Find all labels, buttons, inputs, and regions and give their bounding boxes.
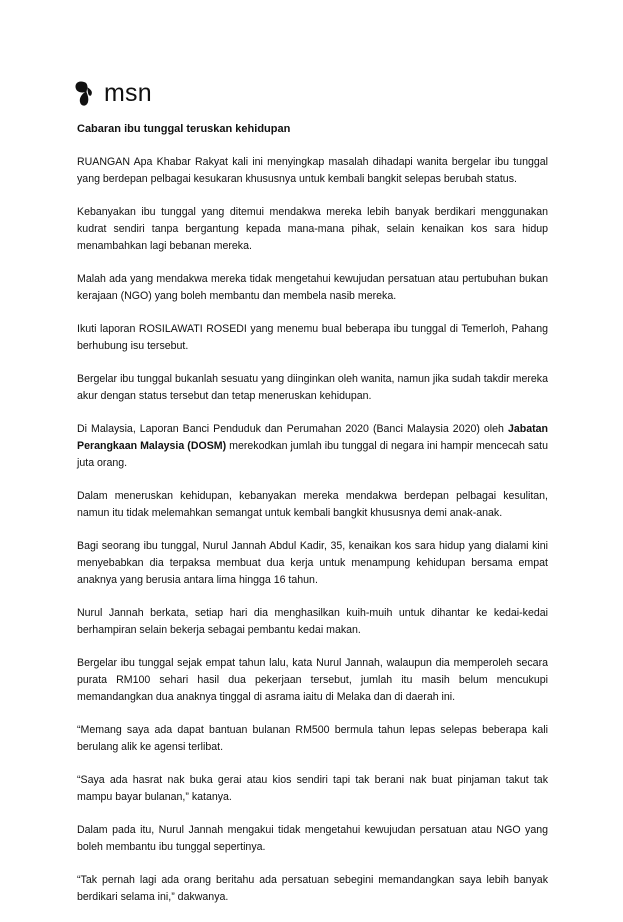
brand-name: msn <box>104 78 152 107</box>
paragraph-6-text-start: Di Malaysia, Laporan Banci Penduduk dan Perumahan 2020 (Banci Malaysia 2020) oleh <box>77 422 508 435</box>
paragraph-3: Malah ada yang mendakwa mereka tidak mengetahui kewujudan persatuan atau pertubuhan bukan kerajaan (NGO) yang boleh membantu dan membela nasib mereka. <box>77 273 548 303</box>
paragraph-5: Bergelar ibu tunggal bukanlah sesuatu yang diinginkan oleh wanita, namun jika sudah takdir mereka akur dengan status tersebut dan tetap meneruskan kehidupan. <box>77 372 548 403</box>
paragraph-2: Kebanyakan ibu tunggal yang ditemui mendakwa mereka lebih banyak berdikari menggunakan kudrat sendiri tanpa bergantung kepada mana-mana pihak, selain kenaikan kos sara hidup menambahkan lagi bebanan mereka. <box>77 205 548 253</box>
paragraph-9: Nurul Jannah berkata, setiap hari dia menghasilkan kuih-muih untuk dihantar ke kedai-kedai berhampiran selain bekerja sebagai pembantu kedai makan. <box>77 606 548 637</box>
paragraph-13: Dalam pada itu, Nurul Jannah mengakui tidak mengetahui kewujudan persatuan atau NGO yang boleh membantu ibu tunggal sepertinya. <box>77 823 548 853</box>
paragraph-11: “Memang saya ada dapat bantuan bulanan RM500 bermula tahun lepas selepas beberapa kali berulang alik ke agensi terlibat. <box>77 723 548 754</box>
paragraph-8: Bagi seorang ibu tunggal, Nurul Jannah Abdul Kadir, 35, kenaikan kos sara hidup yang dialami kini menyebabkan dia terpaksa membuat dua kerja untuk menampung kehidupan bersama empat anaknya yang berusia antara lima hingga 16 tahun. <box>77 539 548 587</box>
paragraph-6-text-end: merekodkan jumlah ibu tunggal di negara ini hampir mencecah satu juta orang. <box>77 439 548 470</box>
paragraph-7: Dalam meneruskan kehidupan, kebanyakan mereka mendakwa berdepan pelbagai kesulitan, namun itu tidak melemahkan semangat untuk kembali bangkit khususnya demi anak-anak. <box>77 489 548 520</box>
msn-logo[interactable] <box>74 78 152 108</box>
paragraph-4: Ikuti laporan ROSILAWATI ROSEDI yang menemu bual beberapa ibu tunggal di Temerloh, Pahang berhubung isu tersebut. <box>77 322 548 353</box>
paragraph-14: “Tak pernah lagi ada orang beritahu ada persatuan sebegini memandangkan saya lebih banyak berdikari selama ini,” dakwanya. <box>77 873 548 903</box>
paragraph-12: “Saya ada hasrat nak buka gerai atau kios sendiri tapi tak berani nak buat pinjaman takut tak mampu bayar bulanan,” katanya. <box>77 773 548 803</box>
dosm-link[interactable]: Jabatan Perangkaan Malaysia (DOSM) <box>77 422 548 452</box>
article-title: Cabaran ibu tunggal teruskan kehidupan <box>77 123 291 135</box>
paragraph-10: Bergelar ibu tunggal sejak empat tahun lalu, kata Nurul Jannah, walaupun dia memperoleh secara purata RM100 sehari hasil dua pekerjaan tersebut, jumlah itu masih belum mencukupi memandangkan dua anaknya tinggal di asrama iaitu di Melaka dan di daerah ini. <box>77 656 548 704</box>
article-body <box>77 122 548 922</box>
paragraph-6 <box>77 421 548 473</box>
butterfly-icon <box>74 78 98 108</box>
paragraph-1: RUANGAN Apa Khabar Rakyat kali ini menyingkap masalah dihadapi wanita bergelar ibu tunggal yang berdepan pelbagai kesukaran khususnya untuk kembali bangkit selepas berubah status. <box>77 156 548 186</box>
